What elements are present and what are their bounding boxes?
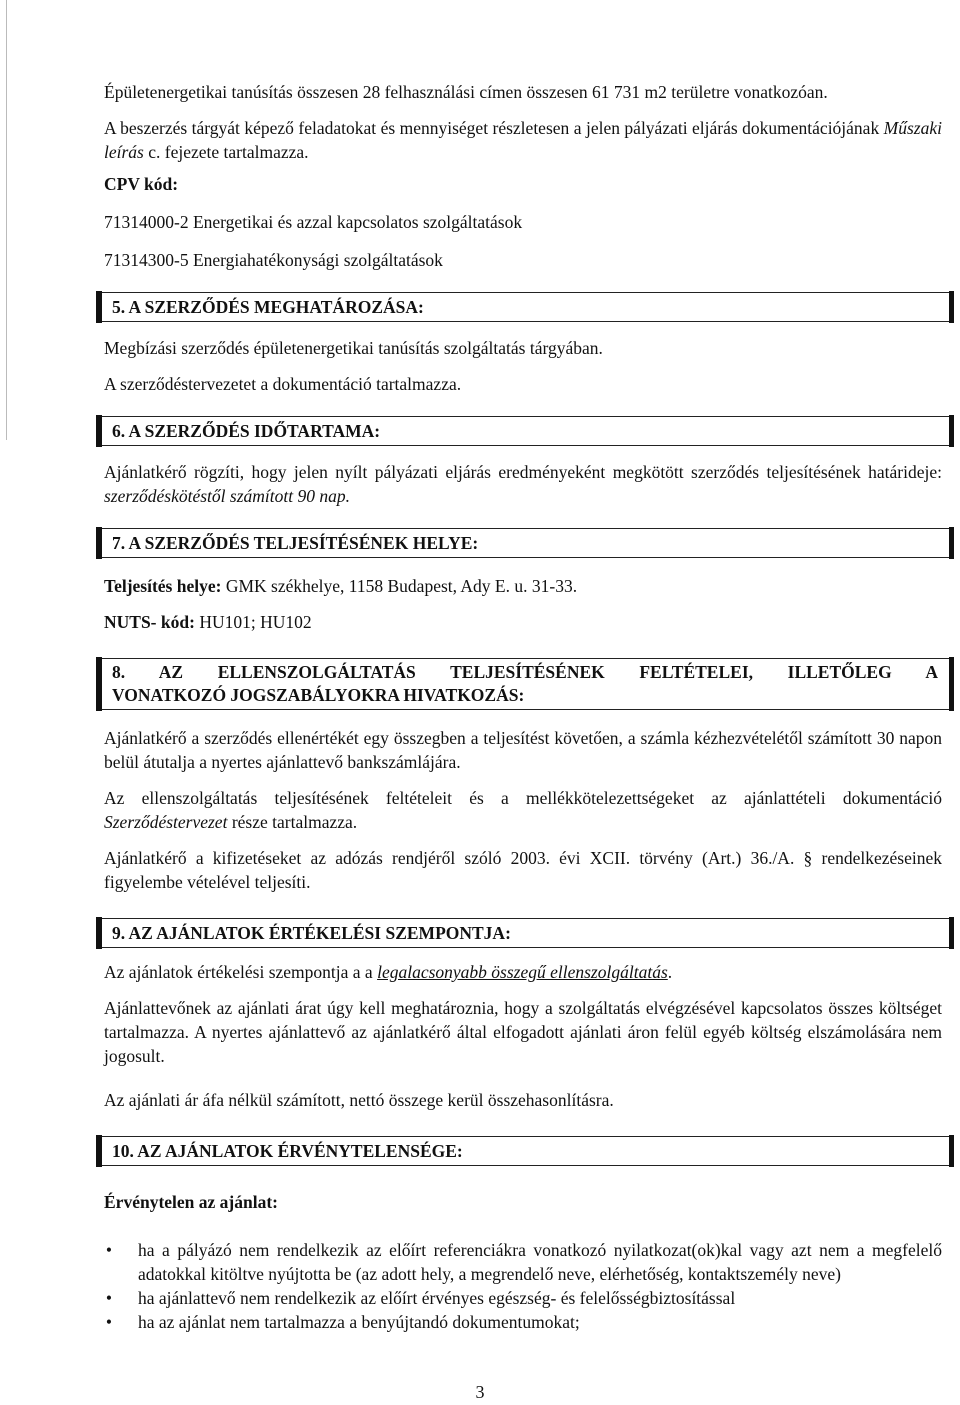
- section-6-heading: 6. A SZERZŐDÉS IDŐTARTAMA:: [96, 416, 954, 446]
- cpv-label: CPV kód:: [104, 174, 179, 194]
- s10-subheading: Érvénytelen az ajánlat:: [104, 1192, 278, 1212]
- section-10-heading: 10. AZ AJÁNLATOK ÉRVÉNYTELENSÉGE:: [96, 1136, 954, 1166]
- s6-paragraph: Ajánlatkérő rögzíti, hogy jelen nyílt pályázati eljárás eredményeként megkötött szerződés teljesítésének határideje: szerződéskötéstől számított 90 nap.: [104, 462, 942, 506]
- s8-paragraph: Az ellenszolgáltatás teljesítésének feltételeit és a mellékkötelezettségeket az ajánlattételi dokumentáció Szerződéstervezet része tartalmazza.: [104, 788, 942, 832]
- cpv-item: 71314000-2 Energetikai és azzal kapcsolatos szolgáltatások: [104, 212, 523, 232]
- bullet-icon: •: [105, 1312, 113, 1332]
- list-item: • ha az ajánlat nem tartalmazza a benyújtandó dokumentumokat;: [105, 1312, 580, 1332]
- scan-edge-line: [6, 0, 7, 440]
- s8-paragraph: Ajánlatkérő a szerződés ellenértékét egy összegben a teljesítést követően, a számla kézhezvételétől számított 30 napon belül átutalja a nyertes ajánlattevő bankszámlájára.: [104, 728, 942, 772]
- scope-paragraph: A beszerzés tárgyát képező feladatokat és mennyiséget részletesen a jelen pályázati eljárás dokumentációjának Műszaki leírás c. fejezete tartalmazza.: [104, 118, 942, 162]
- s9-paragraph: Az ajánlatok értékelési szempontja a a legalacsonyabb összegű ellenszolgáltatás.: [104, 962, 673, 982]
- bullet-icon: •: [105, 1288, 113, 1308]
- s7-place: Teljesítés helye: GMK székhelye, 1158 Budapest, Ady E. u. 31-33.: [104, 576, 578, 596]
- section-5-heading: 5. A SZERZŐDÉS MEGHATÁROZÁSA:: [96, 292, 954, 322]
- s8-paragraph: Ajánlatkérő a kifizetéseket az adózás rendjéről szóló 2003. évi XCII. törvény (Art.) 36./A. § rendelkezéseinek figyelembe vételével teljesíti.: [104, 848, 942, 892]
- s9-paragraph: Az ajánlati ár áfa nélkül számított, nettó összege kerül összehasonlításra.: [104, 1090, 614, 1110]
- section-8-heading: 8. AZ ELLENSZOLGÁLTATÁS TELJESÍTÉSÉNEK FELTÉTELEI, ILLETŐLEG A VONATKOZÓ JOGSZABÁLYOKRA HIVATKOZÁS:: [96, 658, 954, 710]
- bullet-icon: •: [105, 1240, 113, 1260]
- s5-paragraph: A szerződéstervezetet a dokumentáció tartalmazza.: [104, 374, 462, 394]
- page-number: 3: [475, 1382, 485, 1402]
- s7-nuts: NUTS- kód: HU101; HU102: [104, 612, 312, 632]
- s5-paragraph: Megbízási szerződés épületenergetikai tanúsítás szolgáltatás tárgyában.: [104, 338, 603, 358]
- list-item: • ha ajánlattevő nem rendelkezik az előírt érvényes egészség- és felelősségbiztosítással: [105, 1288, 736, 1308]
- intro-paragraph: Épületenergetikai tanúsítás összesen 28 felhasználási címen összesen 61 731 m2 területre vonatkozóan.: [104, 82, 828, 102]
- list-item: • ha a pályázó nem rendelkezik az előírt referenciákra vonatkozó nyilatkozat(ok)kal vagy azt nem a megfelelő adatokkal kitöltve nyújtotta be (az adott hely, a megrendelő neve, elérhetőség, kontaktszemély neve): [105, 1240, 942, 1284]
- document-page: [104, 80, 942, 1334]
- invalidity-list: [104, 1238, 942, 1334]
- cpv-item: 71314300-5 Energiahatékonysági szolgáltatások: [104, 250, 443, 270]
- s9-paragraph: Ajánlattevőnek az ajánlati árat úgy kell meghatároznia, hogy a szolgáltatás elvégzésével kapcsolatos összes költséget tartalmazza. A nyertes ajánlattevő az ajánlatkérő által elfogadott ajánlati áron felül egyéb költség elszámolására nem jogosult.: [104, 998, 942, 1066]
- section-9-heading: 9. AZ AJÁNLATOK ÉRTÉKELÉSI SZEMPONTJA:: [96, 918, 954, 948]
- section-7-heading: 7. A SZERZŐDÉS TELJESÍTÉSÉNEK HELYE:: [96, 528, 954, 558]
